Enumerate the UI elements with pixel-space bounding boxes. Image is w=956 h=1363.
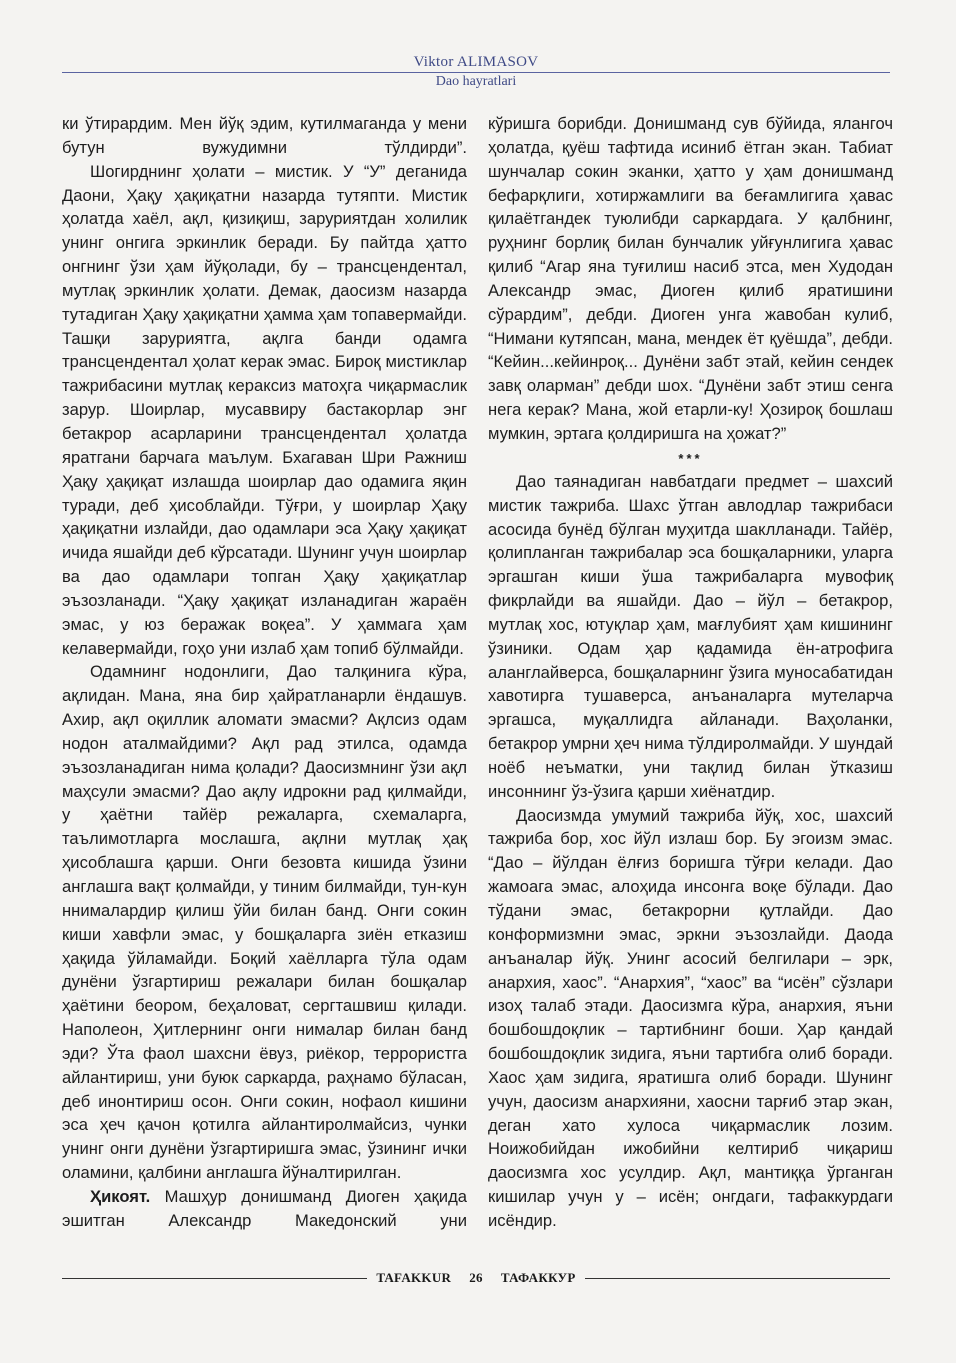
right-column bbox=[488, 112, 893, 1233]
paragraph: Даосизмда умумий тажриба йўқ, хос, шахсий тажриба бор, хос йўл излаш бор. Бу эгоизм эмас. “Дао – йўлдан ёлғиз боришга тўғри келади. Дао жамоага эмас, алоҳида инсонга воқе бўлади. Дао тўдани эмас, бетакрорни қутлайди. Дао конформизмни эмас, эркни эъзозлайди. Даода анъаналар йўқ. Унинг асосий белгилари – эрк, анархия, хаос”. “Анархия”, “хаос” ва “исён” сўзлари изоҳ талаб этади. Даосизмга кўра, анархия, яъни бошбошдоқлик – тартибнинг боши. Ҳар қандай бошбошдоқлик зидига, яъни тартибга олиб боради. Хаос ҳам зидига, яратишга олиб боради. Шунинг учун, даосизм анархияни, хаосни тарғиб этар экан, деган хато хулоса чиқармаслик лозим. Ноижобийдан ижобийни келтириб чиқариш даосизмга хос усулдир. Ақл, мантиққа ўрганган кишилар учун у – исён; онгдаги, тафаккурдаги исёндир. bbox=[488, 805, 893, 1230]
page-footer bbox=[62, 1268, 890, 1288]
paragraph: кўришга борибди. Донишманд сув бўйида, ялангоч ҳолатда, қуёш тафтида исиниб ётган экан. Табиат шунчалар сокин эканки, ҳатто у ҳам донишманд бефарқлиги, хотиржамлиги ва беғамлигига ҳавас қилаётгандек туюлибди саркардага. У қалбнинг, руҳнинг борлиқ билан бунчалик уйғунлигига ҳавас қилиб “Агар яна туғилиш насиб этса, мен Худодан Александр эмас, Диоген қилиб яратишини сўрардим”, дебди. Диоген унга жавобан кулиб, “Нимани кутяпсан, мана, мендек ёт қуёшда”, дебди. “Кейин...кейинроқ... Дунёни забт этай, кейин сендек завқ оларман” дебди шох. “Дунёни забт этиш сенга нега керак? Мана, жой етарли-ку! Ҳозироқ бошлаш мумкин, эртага қолдиришга на ҳожат?” bbox=[488, 114, 893, 443]
paragraph-text: Машҳур донишманд Диоген ҳақида эшитган Александр Македонский уни bbox=[62, 1186, 467, 1230]
paragraph bbox=[62, 1185, 467, 1233]
left-column bbox=[62, 112, 467, 1233]
section-separator: *** bbox=[678, 450, 703, 466]
article-title: Dao hayratlari bbox=[435, 74, 517, 89]
story-label: Ҳикоят. bbox=[90, 1186, 151, 1206]
paragraph: Одамнинг нодонлиги, Дао талқинига кўра, ақлидан. Мана, яна бир ҳайратланарли ёндашув. Ахир, ақл оқиллик аломати эмасми? Ақлсиз одам нодон аталмайдими? Ақл рад этилса, одамда эъзозланадиган нима қолади? Даосизмнинг ўзи ақл маҳсули эмасми? Дао ақлу идрокни рад қилмайди, у ҳаётни тайёр режаларга, схемаларга, таълимотларга мослашга, ақлни мутлақ ҳақ ҳисоблашга қарши. Онги безовта кишида ўзини англашга вақт қолмайди, у тиним билмайди, тун-кун ннималардир қилиш ўйи билан банд. Онги сокин киши хавфли эмас, у бошқаларга зиён етказиш ҳақида ўйламайди. Боқий хаёлларга тўла одам дунёни ўзгартириш режалари билан бошқалар ҳаётини беором, беҳаловат, сергташвиш қилади. Наполеон, Ҳитлернинг онги нималар билан банд эди? Ўта фаол шахсни ёвуз, риёкор, террористга айлантириш, уни буюк саркарда, раҳнамо бўласан, деб инонтириш осон. Онги сокин, нофаол кишини эса ҳеч қачон қотилга айлантиролмайсиз, чунки унинг онги дунёни ўзгартиришга эмас, ўзининг ички оламини, қалбини англашга йўналтирилган. bbox=[62, 662, 467, 1183]
page-number: 26 bbox=[469, 1270, 483, 1285]
paragraph: Дао таянадиган навбатдаги предмет – шахсий мистик тажриба. Шахс ўтган авлодлар тажрибаси асосида бунёд бўлган муҳитда шаклланади. Тайёр, қолипланган тажрибалар эса бошқаларники, уларга эргашган киши ўша тажрибаларга мувофиқ фикрлайди ва яшайди. Дао – йўл – бетакрор, мутлақ хос, ютуқлар ҳам, мағлубият ҳам кишининг ўзиники. Одам ҳар қадамида ён-атрофига аланглайверса, бошқаларнинг ўзига муносабатидан хавотирга тушаверса, анъаналарга мутеларча эргашса, муқаллидга айланади. Ваҳоланки, бетакрор умрни ҳеч нима тўлдиролмайди. У шундай ноёб неъматки, уни тақлид билан ўтказиш инсоннинг ўз-ўзига қарши хиёнатдир. bbox=[488, 471, 893, 801]
header-rule bbox=[62, 72, 890, 73]
author-name: Viktor ALIMASOV bbox=[413, 54, 539, 70]
paragraph: Шогирднинг ҳолати – мистик. У “У” деганида Даони, Ҳақу ҳақиқатни назарда тутяпти. Мистик ҳолатда хаёл, ақл, қизиқиш, заруриятдан холилик унинг онгига эркинлик беради. Бу пайтда ҳатто онгнинг ўзи ҳам йўқолади, бу – трансцендентал, мутлақ эркинлик ҳолати. Демак, даосизм назарда тутадиган Ҳақу ҳақиқатни ҳамма ҳам топавермайди. Ташқи заруриятга, ақлга банди одамга трансцендентал ҳолат керак эмас. Бироқ мистиклар тажрибасини мутлақ кераксиз матоҳга чиқармаслик зарур. Шоирлар, мусаввиру бастакорлар энг бетакрор асарларини трансцендентал ҳолатда яратгани барчага маълум. Бхагаван Шри Ражниш Ҳақу ҳақиқат излашда шоирлар дао одамига яқин туради, деб ҳисоблайди. Тўғри, у шоирлар Ҳақу ҳақиқатни излайди, дао одамлари эса Ҳақу ҳақиқат ичида яшайди деб кўрсатади. Шунинг учун шоирлар ва дао одамлари топган Ҳақу ҳақиқатлар эъзозланади. “Ҳақу ҳақиқат изланадиган жараён эмас, у юз беражак воқеа”. У ҳаммага ҳам келавермайди, гоҳо уни излаб ҳам топиб бўлмайди. bbox=[62, 161, 467, 658]
footer-rule-left bbox=[62, 1278, 367, 1279]
journal-name-cyrillic: ТАФАККУР bbox=[500, 1270, 576, 1285]
journal-name-latin: TAFAKKUR bbox=[376, 1270, 452, 1285]
paragraph: ки ўтирардим. Мен йўқ эдим, кутилмаганда у мени бутун вужудимни тўлдирди”. bbox=[62, 114, 467, 157]
footer-rule-right bbox=[585, 1278, 890, 1279]
page-header bbox=[62, 53, 890, 90]
